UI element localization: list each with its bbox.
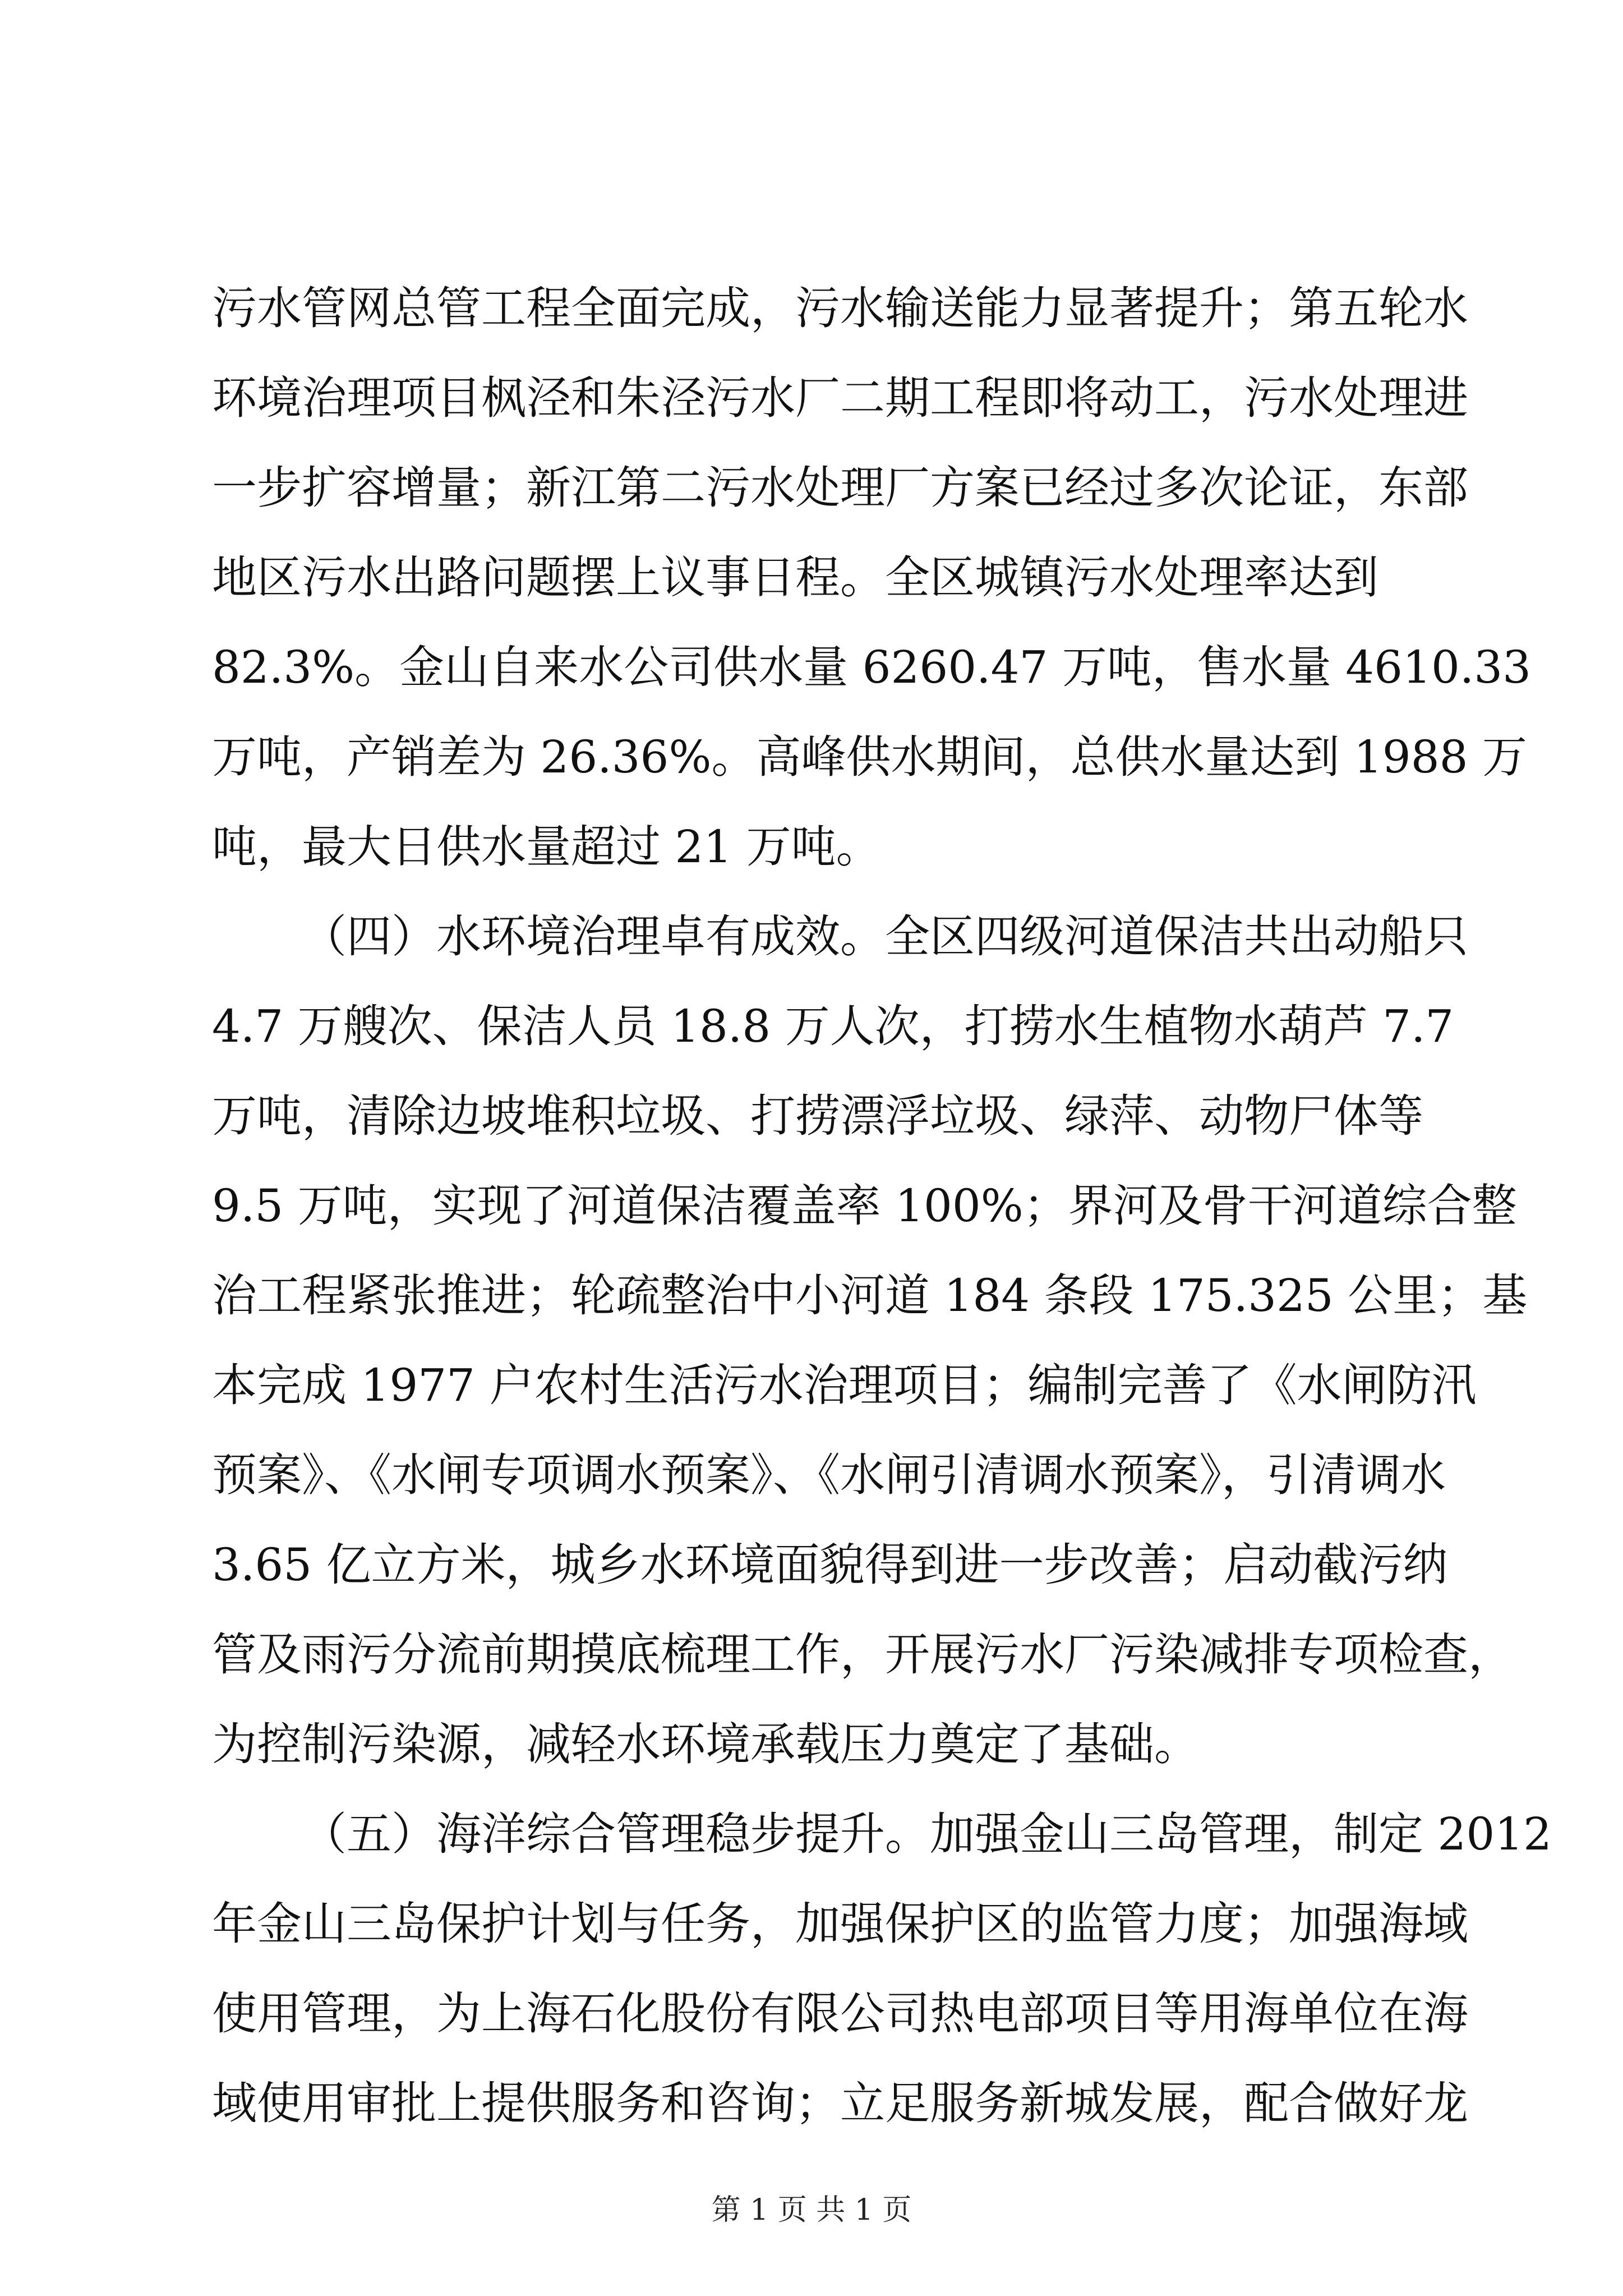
text-line: 万吨，清除边坡堆积垃圾、打捞漂浮垃圾、绿萍、动物尸体等 [212, 1090, 1423, 1142]
text-line: 治工程紧张推进；轮疏整治中小河道 184 条段 175.325 公里；基 [212, 1269, 1528, 1322]
text-line: 地区污水出路问题摆上议事日程。全区城镇污水处理率达到 [212, 551, 1378, 604]
text-line: 3.65 亿立方米，城乡水环境面貌得到进一步改善；启动截污纳 [212, 1539, 1448, 1591]
paragraph-start-line: （四）水环境治理卓有成效。全区四级河道保洁共出动船只 [302, 910, 1468, 963]
paragraph-start-line: （五）海洋综合管理稳步提升。加强金山三岛管理，制定 2012 [302, 1808, 1552, 1860]
text-line: 万吨，产销差为 26.36%。高峰供水期间，总供水量达到 1988 万 [212, 731, 1527, 783]
text-line: 本完成 1977 户农村生活污水治理项目；编制完善了《水闸防汛 [212, 1359, 1477, 1411]
text-line: 污水管网总管工程全面完成，污水输送能力显著提升；第五轮水 [212, 282, 1468, 334]
text-line: 9.5 万吨，实现了河道保洁覆盖率 100%；界河及骨干河道综合整 [212, 1180, 1517, 1232]
text-line: 82.3%。金山自来水公司供水量 6260.47 万吨，售水量 4610.33 [212, 641, 1532, 693]
text-line: 环境治理项目枫泾和朱泾污水厂二期工程即将动工，污水处理进 [212, 372, 1468, 424]
text-line: 年金山三岛保护计划与任务，加强保护区的监管力度；加强海域 [212, 1898, 1468, 1950]
text-line: 预案》、《水闸专项调水预案》、《水闸引清调水预案》，引清调水 [212, 1449, 1446, 1501]
text-line: 使用管理，为上海石化股份有限公司热电部项目等用海单位在海 [212, 1987, 1468, 2040]
text-line: 4.7 万艘次、保洁人员 18.8 万人次，打捞水生植物水葫芦 7.7 [212, 1000, 1454, 1052]
text-line: 域使用审批上提供服务和咨询；立足服务新城发展，配合做好龙 [212, 2077, 1468, 2129]
text-line: 吨，最大日供水量超过 21 万吨。 [212, 821, 881, 873]
text-line: 管及雨污分流前期摸底梳理工作，开展污水厂污染减排专项检查， [212, 1628, 1513, 1681]
document-body [212, 264, 1552, 2148]
page-number-footer: 第 1 页 共 1 页 [711, 2193, 912, 2227]
text-line: 一步扩容增量；新江第二污水处理厂方案已经过多次论证，东部 [212, 462, 1468, 514]
text-line: 为控制污染源，减轻水环境承载压力奠定了基础。 [212, 1718, 1199, 1770]
